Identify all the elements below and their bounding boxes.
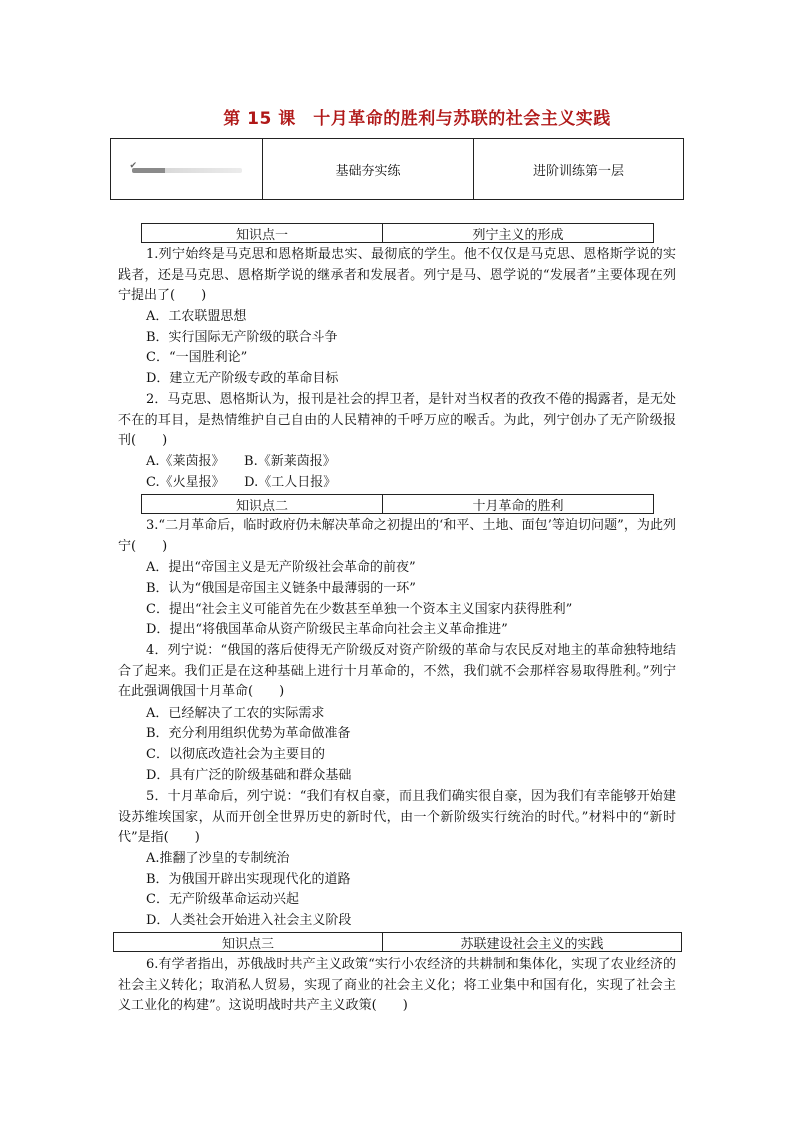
option-a: A.推翻了沙皇的专制统治 — [146, 851, 290, 866]
option-a: A．工农联盟思想 — [146, 309, 247, 324]
option-d: D．人类社会开始进入社会主义阶段 — [146, 913, 352, 928]
check-icon: ✔ — [129, 160, 138, 171]
knowledge-point-label: 知识点一 — [142, 224, 383, 242]
option-c: C．“一国胜利论” — [146, 350, 248, 365]
question-stem: 4．列宁说：“俄国的落后使得无产阶级反对资产阶级的革命与农民反对地主的革命独特地结合了起来。我们正是在这种基础上进行十月革命的，不然，我们就不会那样容易取得胜利。”列宁在此强调俄国十月革命( ) — [118, 643, 676, 700]
option-b: B．认为“俄国是帝国主义链条中最薄弱的一环” — [146, 581, 416, 596]
header-col-advanced: 进阶训练第一层 — [532, 163, 624, 179]
knowledge-point-row — [113, 932, 682, 952]
logo-cell — [111, 139, 263, 199]
knowledge-point-topic: 苏联建设社会主义的实践 — [460, 936, 604, 952]
question-stem: 1.列宁始终是马克思和恩格斯最忠实、最彻底的学生。他不仅仅是马克思、恩格斯学说的实践者，还是马克思、恩格斯学说的继承者和发展者。列宁是马、恩学说的“发展者”主要体现在列宁提出了( ) — [118, 247, 676, 304]
knowledge-point-label: 知识点三 — [114, 933, 383, 951]
option-a: A．已经解决了工农的实际需求 — [146, 706, 325, 721]
option-a: A．提出“帝国主义是无产阶级社会革命的前夜” — [146, 560, 416, 575]
option-cd: C.《火星报》 D.《工人日报》 — [146, 475, 337, 490]
option-d: D．提出“将俄国革命从资产阶级民主革命向社会主义革命推进” — [146, 622, 508, 637]
header-table — [110, 138, 684, 200]
knowledge-point-row — [141, 223, 654, 243]
option-d: D．建立无产阶级专政的革命目标 — [146, 371, 339, 386]
option-b: B．为俄国开辟出实现现代化的道路 — [146, 872, 351, 887]
lesson-title: 第 15 课 十月革命的胜利与苏联的社会主义实践 — [223, 109, 611, 129]
knowledge-point-topic: 列宁主义的形成 — [472, 227, 564, 243]
option-ab: A.《莱茵报》 B.《新莱茵报》 — [146, 454, 336, 469]
logo-bar — [129, 160, 242, 173]
knowledge-point-label: 知识点二 — [142, 495, 383, 513]
question-stem: 2．马克思、恩格斯认为，报刊是社会的捍卫者，是针对当权者的孜孜不倦的揭露者，是无处不在的耳目，是热情维护自己自由的人民精神的千呼万应的喉舌。为此，列宁创办了无产阶级报刊( ) — [118, 392, 676, 449]
option-b: B．实行国际无产阶级的联合斗争 — [146, 330, 338, 345]
question-stem: 3.“二月革命后，临时政府仍未解决革命之初提出的‘和平、土地、面包’等迫切问题”，为此列宁( ) — [118, 518, 676, 554]
knowledge-point-topic: 十月革命的胜利 — [472, 498, 564, 514]
knowledge-point-row — [141, 494, 654, 514]
option-d: D．具有广泛的阶级基础和群众基础 — [146, 768, 352, 783]
option-c: C．提出“社会主义可能首先在少数甚至单独一个资本主义国家内获得胜利” — [146, 602, 573, 617]
option-c: C．无产阶级革命运动兴起 — [146, 892, 299, 907]
question-stem: 5．十月革命后，列宁说：“我们有权自豪，而且我们确实很自豪，因为我们有幸能够开始建设苏维埃国家，从而开创全世界历史的新时代，由一个新阶级实行统治的时代。”材料中的“新时代”是指( ) — [118, 789, 676, 846]
option-c: C．以彻底改造社会为主要目的 — [146, 747, 325, 762]
question-stem: 6.有学者指出，苏俄战时共产主义政策“实行小农经济的共耕制和集体化，实现了农业经济的社会主义转化；取消私人贸易，实现了商业的社会主义化；将工业集中和国有化，实现了社会主义工业化的构建”。这说明战时共产主义政策( ) — [118, 957, 676, 1014]
option-b: B．充分利用组织优势为革命做准备 — [146, 726, 351, 741]
header-col-basic: 基础夯实练 — [263, 139, 474, 199]
